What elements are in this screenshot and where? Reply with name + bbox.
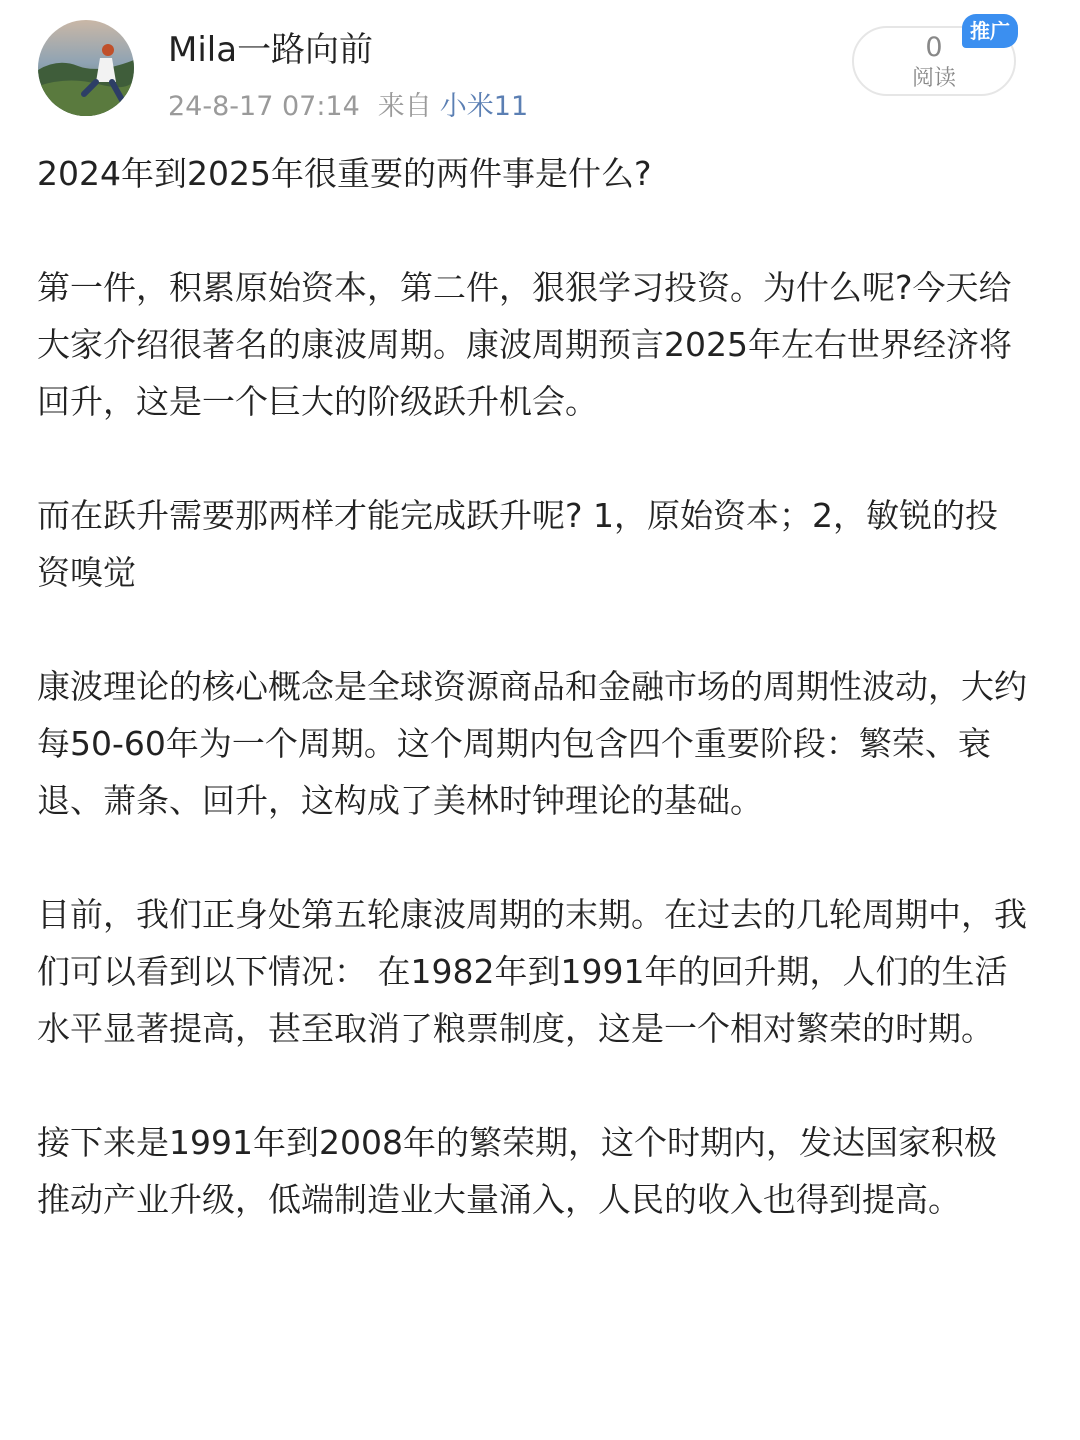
avatar-photo-icon [38,20,134,116]
avatar[interactable] [38,20,134,116]
read-label: 阅读 [911,66,956,91]
promo-tag[interactable]: 推广 [962,14,1018,48]
device-link[interactable]: 小米11 [439,91,529,122]
source-label: 来自 [377,91,432,122]
post-paragraph: 而在跃升需要那两样才能完成跃升呢? 1，原始资本；2，敏锐的投资嗅觉 [37,496,998,592]
post-paragraph: 2024年到2025年很重要的两件事是什么? [37,154,652,193]
read-count: 0 [925,32,943,63]
post-header [0,0,1080,135]
post-paragraph: 目前，我们正身处第五轮康波周期的末期。在过去的几轮周期中，我们可以看到以下情况： 在1982年到1991年的回升期，人们的生活水平显著提高，甚至取消了粮票制度，这是一个相对繁荣的时期。 [37,895,1027,1048]
post-meta [168,84,528,123]
author-name[interactable]: Mila一路向前 [168,30,374,70]
post-timestamp: 24-8-17 07:14 [168,91,360,122]
post-paragraph: 康波理论的核心概念是全球资源商品和金融市场的周期性波动，大约每50-60年为一个周期。这个周期内包含四个重要阶段：繁荣、衰退、萧条、回升，这构成了美林时钟理论的基础。 [37,667,1027,820]
post-paragraph: 接下来是1991年到2008年的繁荣期，这个时期内，发达国家积极推动产业升级，低端制造业大量涌入，人民的收入也得到提高。 [37,1123,997,1219]
post-paragraph: 第一件，积累原始资本，第二件，狠狠学习投资。为什么呢?今天给大家介绍很著名的康波周期。康波周期预言2025年左右世界经济将回升，这是一个巨大的阶级跃升机会。 [37,268,1012,421]
post-body [37,145,1027,1285]
